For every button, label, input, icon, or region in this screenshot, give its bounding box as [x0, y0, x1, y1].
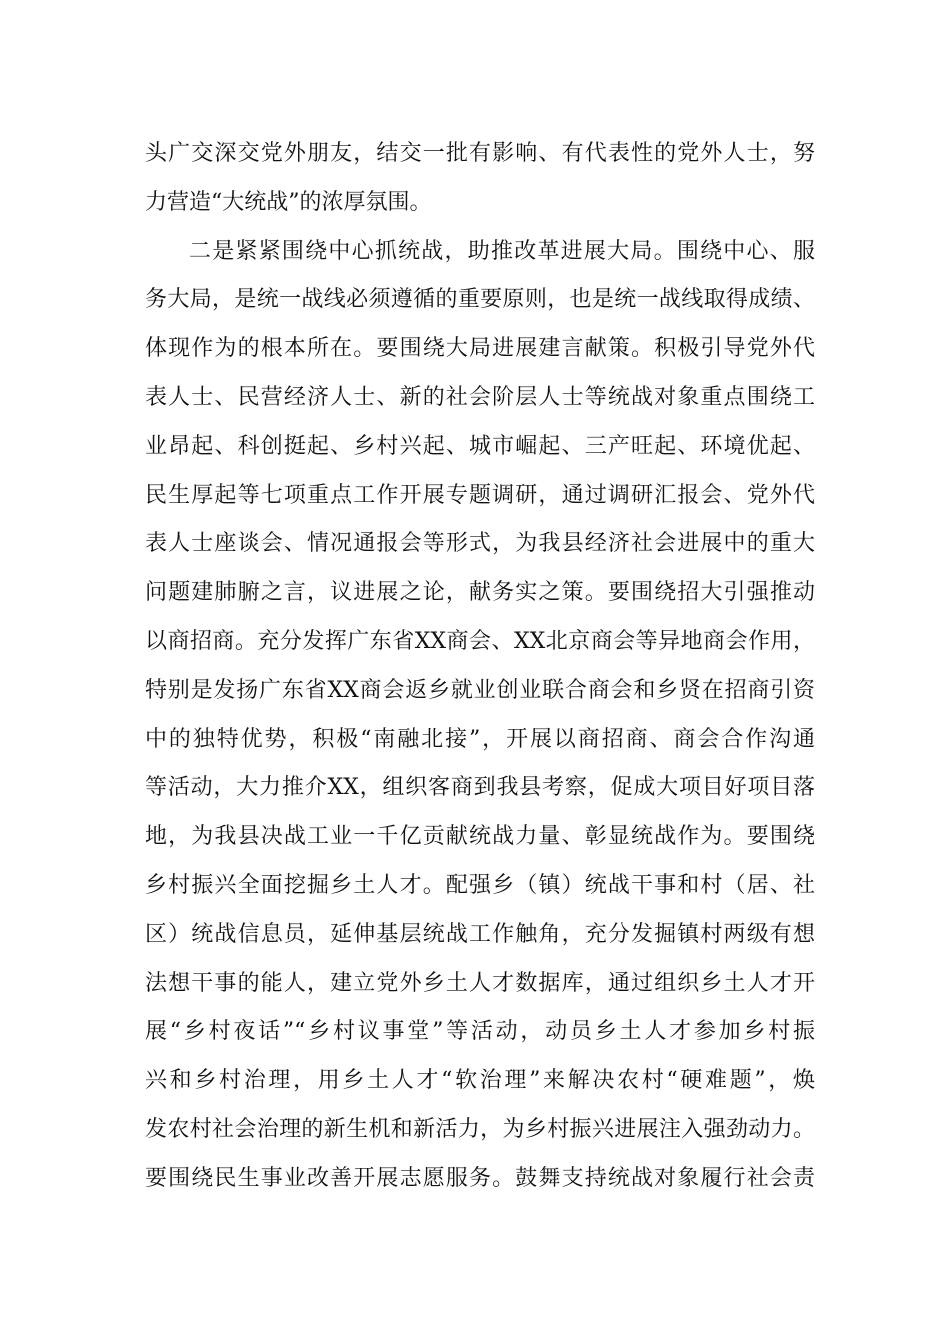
text-line: 业昂起、科创挺起、乡村兴起、城市崛起、三产旺起、环境优起、: [145, 433, 815, 459]
text-line: 务大局，是统一战线必须遵循的重要原则，也是统一战线取得成绩、: [145, 287, 815, 313]
text-line: 民生厚起等七项重点工作开展专题调研，通过调研汇报会、党外代: [145, 482, 815, 508]
text-line: 头广交深交党外朋友，结交一批有影响、有代表性的党外人士，努: [145, 141, 815, 166]
text-line: 地，为我县决战工业一千亿贡献统战力量、彰显统战作为。要围绕: [145, 824, 815, 850]
text-line: 表人士、民营经济人士、新的社会阶层人士等统战对象重点围绕工: [145, 384, 815, 410]
text-line: 展“乡村夜话”“乡村议事堂”等活动，动员乡土人才参加乡村振: [145, 1019, 815, 1045]
text-line: 法想干事的能人，建立党外乡土人才数据库，通过组织乡土人才开: [145, 970, 815, 996]
text-line: 乡村振兴全面挖掘乡土人才。配强乡（镇）统战干事和村（居、社: [145, 872, 815, 898]
text-line: 要围绕民生事业改善开展志愿服务。鼓舞支持统战对象履行社会责: [145, 1165, 815, 1191]
paragraph-end-line: 力营造“大统战”的浓厚氛围。: [145, 189, 432, 215]
text-line: 中的独特优势，积极“南融北接”，开展以商招商、商会合作沟通: [145, 726, 815, 752]
text-line: 发农村社会治理的新生机和新活力，为乡村振兴进展注入强劲动力。: [145, 1116, 815, 1142]
text-line: 以商招商。充分发挥广东省XX商会、XX北京商会等异地商会作用，: [145, 628, 815, 654]
text-line: 问题建肺腑之言，议进展之论，献务实之策。要围绕招大引强推动: [145, 580, 815, 606]
text-line: 体现作为的根本所在。要围绕大局进展建言献策。积极引导党外代: [145, 336, 815, 362]
body-text: [145, 130, 815, 1204]
text-line: 特别是发扬广东省XX商会返乡就业创业联合商会和乡贤在招商引资: [145, 677, 815, 703]
text-line: 等活动，大力推介XX，组织客商到我县考察，促成大项目好项目落: [145, 775, 815, 801]
text-line: 兴和乡村治理，用乡土人才“软治理”来解决农村“硬难题”，焕: [145, 1068, 815, 1094]
text-line: 区）统战信息员，延伸基层统战工作触角，充分发掘镇村两级有想: [145, 921, 815, 947]
text-line: 表人士座谈会、情况通报会等形式，为我县经济社会进展中的重大: [145, 531, 815, 557]
paragraph-start-line: 二是紧紧围绕中心抓统战，助推改革进展大局。围绕中心、服: [189, 238, 815, 264]
